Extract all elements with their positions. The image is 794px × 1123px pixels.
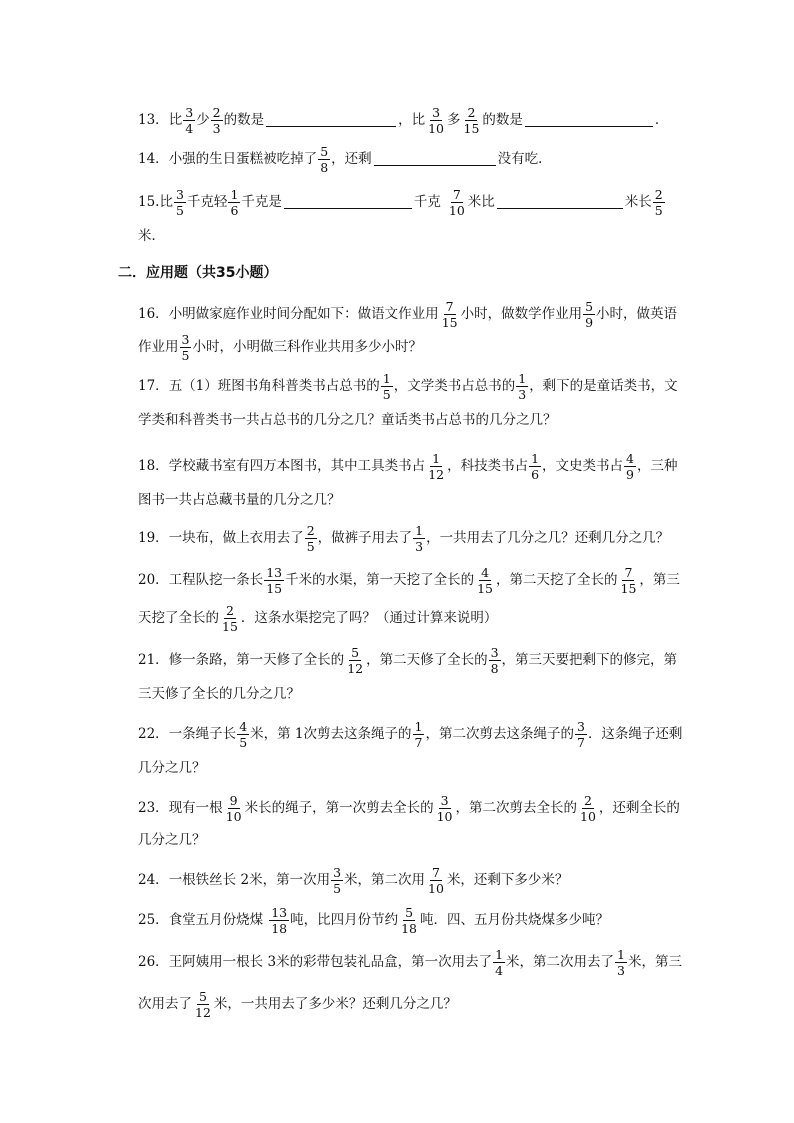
denominator: 10	[428, 881, 444, 897]
fraction	[615, 948, 627, 977]
fraction	[583, 300, 595, 329]
question-number: 22．	[138, 726, 169, 743]
denominator: 18	[401, 921, 417, 937]
numerator: 7	[452, 187, 461, 202]
numerator: 1	[382, 371, 391, 386]
numerator: 1	[432, 451, 441, 466]
numerator: 1	[414, 719, 423, 734]
question-number: 15.	[138, 194, 160, 211]
denominator: 7	[576, 735, 585, 751]
question-number: 24．	[138, 872, 169, 889]
text: 几分之几？	[138, 760, 206, 776]
question-number: 19．	[138, 530, 169, 547]
text: 少	[196, 112, 210, 129]
question-17-cont	[138, 414, 557, 428]
text: 千米的水渠，第一天挖了全长的	[285, 572, 475, 589]
text: ，文学类书占总书的	[393, 378, 516, 395]
numerator: 2	[583, 793, 592, 808]
text: 小强的生日蛋糕被吃掉了	[168, 151, 318, 168]
denominator: 5	[175, 203, 184, 219]
fraction	[269, 906, 289, 935]
question-15	[138, 188, 666, 217]
question-21-cont	[138, 688, 300, 702]
denominator: 9	[626, 467, 634, 483]
denominator: 12	[347, 661, 364, 677]
question-number: 14．	[138, 151, 169, 168]
question-22	[138, 720, 682, 749]
numerator: 13	[271, 905, 288, 920]
fraction	[619, 566, 639, 595]
numerator: 5	[585, 299, 594, 314]
question-number: 21．	[138, 652, 169, 669]
numerator: 3	[440, 793, 449, 808]
text: ，第三	[639, 572, 680, 589]
text: ，三种	[637, 458, 678, 475]
text: ，比	[398, 112, 426, 129]
text: ，科技类书占	[447, 458, 529, 475]
denominator: 15	[441, 315, 458, 331]
fraction	[224, 794, 244, 823]
numerator: 2	[225, 603, 234, 618]
numerator: 2	[654, 187, 663, 202]
text: 米，还剩下多少米？	[446, 872, 569, 889]
question-13	[138, 106, 668, 135]
fraction	[516, 372, 528, 401]
text: 一条绳子长	[168, 726, 237, 743]
denominator: 3	[617, 963, 625, 979]
question-26-cont	[138, 990, 457, 1019]
denominator: 10	[580, 809, 596, 825]
text: 多	[447, 112, 461, 129]
text: 次用去了	[138, 996, 192, 1013]
fraction	[264, 566, 284, 595]
question-20-cont	[138, 604, 497, 633]
fraction	[237, 720, 249, 749]
text: 小时，做数学作业用	[460, 306, 583, 323]
numerator: 3	[576, 719, 585, 734]
numerator: 1	[230, 187, 239, 202]
fraction	[489, 646, 501, 675]
question-number: 25．	[138, 912, 169, 929]
denominator: 10	[436, 809, 453, 825]
fraction	[305, 524, 317, 553]
text: 米，一共用去了多少米？还剩几分之几？	[213, 996, 457, 1013]
text: 的数是	[223, 112, 265, 129]
fraction	[624, 452, 636, 481]
fraction	[475, 566, 495, 595]
text: 千克是	[241, 194, 282, 211]
text: 食堂五月份烧煤	[168, 912, 264, 929]
text: 一块布，做上衣用去了	[168, 530, 304, 547]
text: ．	[654, 112, 669, 129]
answer-blank[interactable]	[374, 164, 496, 166]
numerator: 7	[432, 865, 440, 880]
text: 学类和科普类书一共占总书的几分之几？童话类书占总书的几分之几？	[138, 412, 557, 428]
denominator: 15	[222, 619, 238, 635]
text: 图书一共占总藏书量的几分之几？	[138, 492, 341, 508]
text: ，第二天挖了全长的	[496, 572, 618, 589]
numerator: 9	[229, 793, 238, 808]
text: ，一共用去了几分之几？还剩几分之几？	[426, 530, 670, 547]
question-23	[138, 794, 680, 823]
numerator: 5	[351, 645, 360, 660]
numerator: 3	[181, 332, 190, 347]
fraction	[318, 145, 330, 174]
numerator: 5	[198, 989, 207, 1004]
text: 修一条路，第一天修了全长的	[168, 652, 345, 669]
denominator: 6	[230, 203, 239, 219]
fraction	[440, 300, 460, 329]
denominator: 10	[428, 121, 444, 137]
text: 现有一根	[168, 800, 223, 817]
text: 比	[168, 112, 183, 129]
text: ，还剩全长的	[598, 800, 680, 817]
denominator: 15	[266, 581, 283, 597]
fraction	[413, 720, 425, 749]
denominator: 5	[382, 387, 391, 403]
fraction	[180, 333, 192, 362]
numerator: 1	[495, 947, 504, 962]
numerator: 5	[320, 144, 329, 159]
fraction	[193, 990, 213, 1019]
numerator: 1	[617, 947, 625, 962]
text: ．这条水渠挖完了吗？（通过计算来说明）	[240, 610, 498, 627]
text: 米比	[467, 194, 495, 211]
text: 米长	[624, 194, 652, 211]
denominator: 7	[414, 735, 423, 751]
text: 千克轻	[186, 194, 228, 211]
question-26	[138, 948, 682, 977]
question-14	[138, 145, 552, 174]
fraction	[578, 794, 598, 823]
question-24	[138, 866, 568, 895]
question-number: 26．	[138, 954, 169, 971]
text: 比	[159, 194, 173, 211]
denominator: 12	[428, 467, 445, 483]
text: ，文史类书占	[542, 458, 624, 475]
denominator: 5	[333, 881, 342, 897]
fraction	[228, 188, 240, 217]
numerator: 3	[432, 105, 441, 120]
fraction	[653, 188, 665, 217]
fraction	[183, 106, 195, 135]
numerator: 3	[333, 865, 342, 880]
fraction	[331, 866, 343, 895]
fraction	[345, 646, 365, 675]
denominator: 3	[518, 387, 527, 403]
numerator: 7	[445, 299, 454, 314]
denominator: 15	[477, 581, 493, 597]
text: 米长的绳子，第一次剪去全长的	[244, 800, 434, 817]
numerator: 13	[266, 565, 283, 580]
fraction	[413, 524, 425, 553]
text: 千克	[413, 194, 441, 211]
question-16-cont	[138, 333, 422, 362]
denominator: 10	[225, 809, 242, 825]
question-18-cont	[138, 494, 341, 508]
text: ，第三天要把剩下的修完，第	[501, 652, 678, 669]
question-16	[138, 300, 677, 329]
numerator: 5	[405, 905, 414, 920]
text: ，第二天修了全长的	[366, 652, 488, 669]
answer-blank[interactable]	[497, 207, 623, 209]
fraction	[462, 106, 482, 135]
fraction	[435, 794, 455, 823]
text: 作业用	[138, 339, 179, 356]
text: 几分之几？	[138, 832, 206, 848]
fraction	[447, 188, 467, 217]
denominator: 5	[239, 735, 248, 751]
numerator: 4	[626, 451, 634, 466]
numerator: 1	[518, 371, 527, 386]
numerator: 4	[239, 719, 248, 734]
fraction	[426, 452, 446, 481]
numerator: 3	[185, 105, 194, 120]
text: 吨．四、五月份共烧煤多少吨？	[420, 912, 609, 929]
denominator: 3	[212, 121, 221, 137]
text: ，还剩	[331, 151, 372, 168]
text: 小时，小明做三科作业共用多少小时？	[192, 339, 422, 356]
text: 天挖了全长的	[138, 610, 219, 627]
answer-blank[interactable]	[525, 125, 653, 127]
question-20	[138, 566, 680, 595]
text: 没有吃．	[497, 151, 552, 168]
text: 王阿姨用一根长 3米的彩带包装礼品盒，第一次用去了	[168, 954, 493, 971]
text: 米，第二次用去了	[506, 954, 615, 971]
denominator: 15	[463, 121, 480, 137]
denominator: 8	[490, 661, 499, 677]
fraction	[399, 906, 419, 935]
text: ，做裤子用去了	[317, 530, 413, 547]
text: 米，第三	[627, 954, 682, 971]
text: ，剩下的是童话类书，文	[529, 378, 678, 395]
numerator: 1	[415, 523, 424, 538]
answer-blank[interactable]	[266, 125, 396, 127]
text: ，第二次剪去全长的	[455, 800, 577, 817]
denominator: 4	[185, 121, 194, 137]
denominator: 10	[448, 203, 465, 219]
fraction	[426, 106, 446, 135]
text: 五（1）班图书角科普类书占总书的	[168, 378, 380, 395]
fraction	[575, 720, 587, 749]
question-18	[138, 452, 678, 481]
question-25	[138, 906, 609, 935]
numerator: 3	[490, 645, 499, 660]
denominator: 3	[415, 539, 424, 555]
question-17	[138, 372, 678, 401]
answer-blank[interactable]	[284, 207, 412, 209]
denominator: 18	[271, 921, 288, 937]
text: ，第二次剪去这条绳子的	[425, 726, 574, 743]
text: 工程队挖一条长	[168, 572, 264, 589]
question-number: 13．	[138, 112, 169, 129]
denominator: 5	[181, 348, 190, 364]
denominator: 5	[306, 539, 315, 555]
text: 小明做家庭作业时间分配如下：做语文作业用	[168, 306, 439, 323]
fraction	[220, 604, 240, 633]
text: 米，第 1次剪去这条绳子的	[250, 726, 412, 743]
numerator: 1	[531, 451, 540, 466]
fraction	[529, 452, 541, 481]
numerator: 7	[624, 565, 633, 580]
numerator: 2	[212, 105, 221, 120]
text: 学校藏书室有四万本图书，其中工具类书占	[168, 458, 426, 475]
fraction	[381, 372, 393, 401]
question-number: 17．	[138, 378, 169, 395]
text: 三天修了全长的几分之几？	[138, 686, 300, 702]
question-number: 16．	[138, 306, 169, 323]
text: 吨，比四月份节约	[290, 912, 399, 929]
denominator: 4	[495, 963, 504, 979]
question-15-cont	[138, 230, 165, 244]
question-23-cont	[138, 834, 206, 848]
text: 小时，做英语	[596, 306, 678, 323]
question-19	[138, 524, 669, 553]
denominator: 8	[320, 160, 329, 176]
fraction	[493, 948, 505, 977]
numerator: 2	[467, 105, 476, 120]
numerator: 2	[306, 523, 315, 538]
question-number: 18．	[138, 458, 169, 475]
fraction	[211, 106, 223, 135]
text: ．这条绳子还剩	[587, 726, 683, 743]
denominator: 9	[585, 315, 594, 331]
question-22-cont	[138, 762, 206, 776]
text: 米．	[138, 228, 165, 244]
fraction	[426, 866, 446, 895]
denominator: 5	[654, 203, 663, 219]
numerator: 3	[175, 187, 184, 202]
denominator: 12	[195, 1005, 211, 1021]
text: 米，第二次用	[344, 872, 426, 889]
question-number: 23．	[138, 800, 169, 817]
question-21	[138, 646, 677, 675]
denominator: 6	[531, 467, 540, 483]
section-title: 二．应用题（共35小题）	[118, 265, 278, 281]
question-number: 20．	[138, 572, 169, 589]
text: 一根铁丝长 2米，第一次用	[168, 872, 331, 889]
denominator: 15	[620, 581, 637, 597]
text: 的数是	[482, 112, 523, 129]
numerator: 4	[481, 565, 490, 580]
fraction	[174, 188, 186, 217]
